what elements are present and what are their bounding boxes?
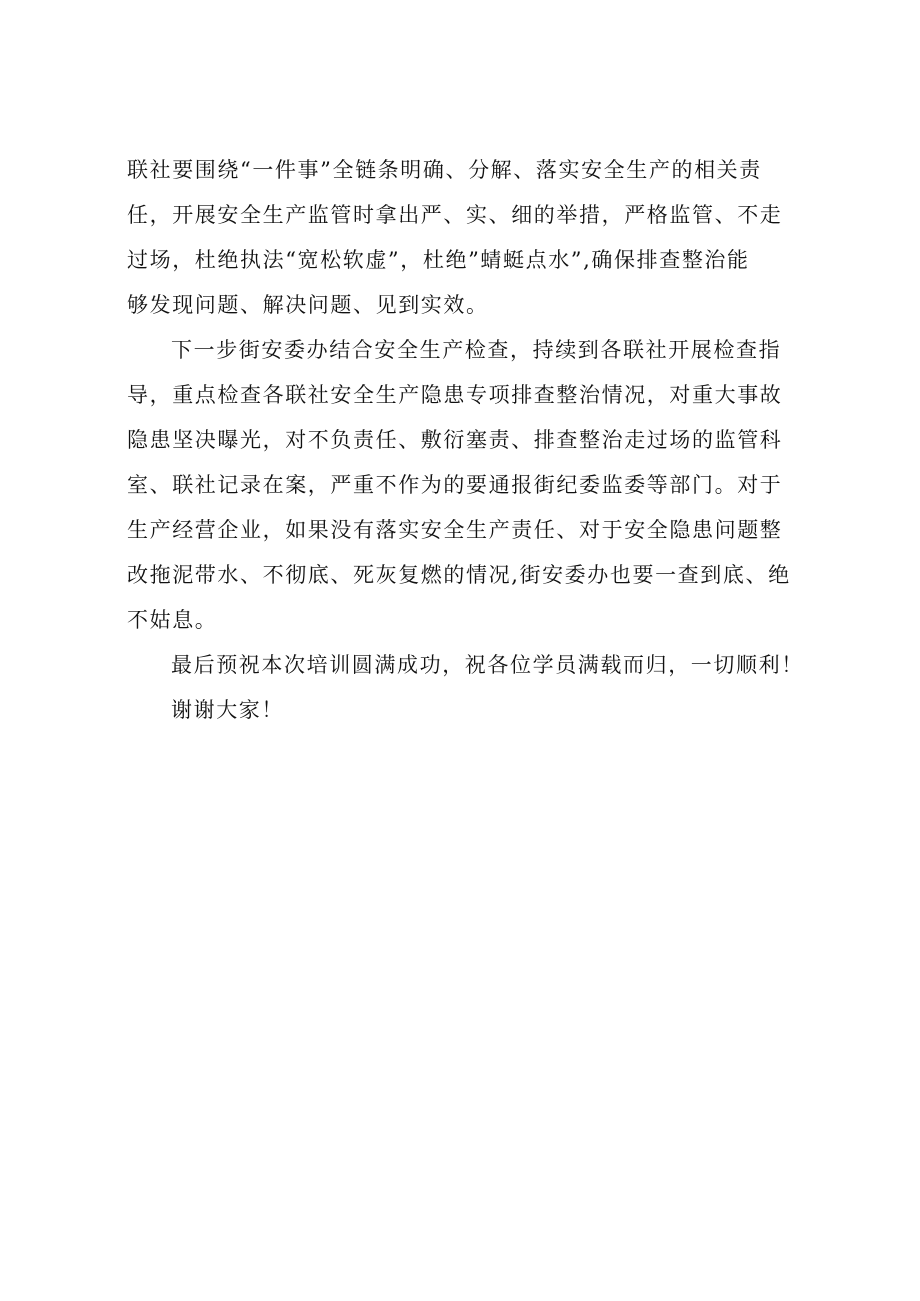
paragraph-responsibility xyxy=(127,148,803,328)
text-line: 谢谢大家！ xyxy=(171,698,284,722)
text-line: 不姑息。 xyxy=(127,608,218,632)
text-line: 联社要围绕“一件事”全链条明确、分解、落实安全生产的相关责 xyxy=(127,158,762,182)
text-line: 改拖泥带水、不彻底、死灰复燃的情况,街安委办也要一查到底、绝 xyxy=(127,563,791,587)
text-line: 任，开展安全生产监管时拿出严、实、细的举措，严格监管、不走 xyxy=(127,203,783,227)
paragraph-closing-wishes xyxy=(127,643,803,688)
text-line: 生产经营企业，如果没有落实安全生产责任、对于安全隐患问题整 xyxy=(127,518,783,542)
text-line: 过场，杜绝执法“宽松软虚”，杜绝”蜻蜓点水”,确保排查整治能 xyxy=(127,248,750,272)
text-line: 下一步街安委办结合安全生产检查，持续到各联社开展检查指 xyxy=(171,338,782,362)
text-line: 室、联社记录在案，严重不作为的要通报街纪委监委等部门。对于 xyxy=(127,473,783,497)
text-line: 最后预祝本次培训圆满成功，祝各位学员满载而归，一切顺利！ xyxy=(171,653,804,677)
paragraph-thanks xyxy=(127,688,803,733)
text-line: 隐患坚决曝光，对不负责任、敷衍塞责、排查整治走过场的监管科 xyxy=(127,428,783,452)
paragraph-next-steps xyxy=(127,328,803,643)
text-line: 导，重点检查各联社安全生产隐患专项排查整治情况，对重大事故 xyxy=(127,383,783,407)
document-body xyxy=(127,148,803,733)
text-line: 够发现问题、解决问题、见到实效。 xyxy=(127,293,489,317)
